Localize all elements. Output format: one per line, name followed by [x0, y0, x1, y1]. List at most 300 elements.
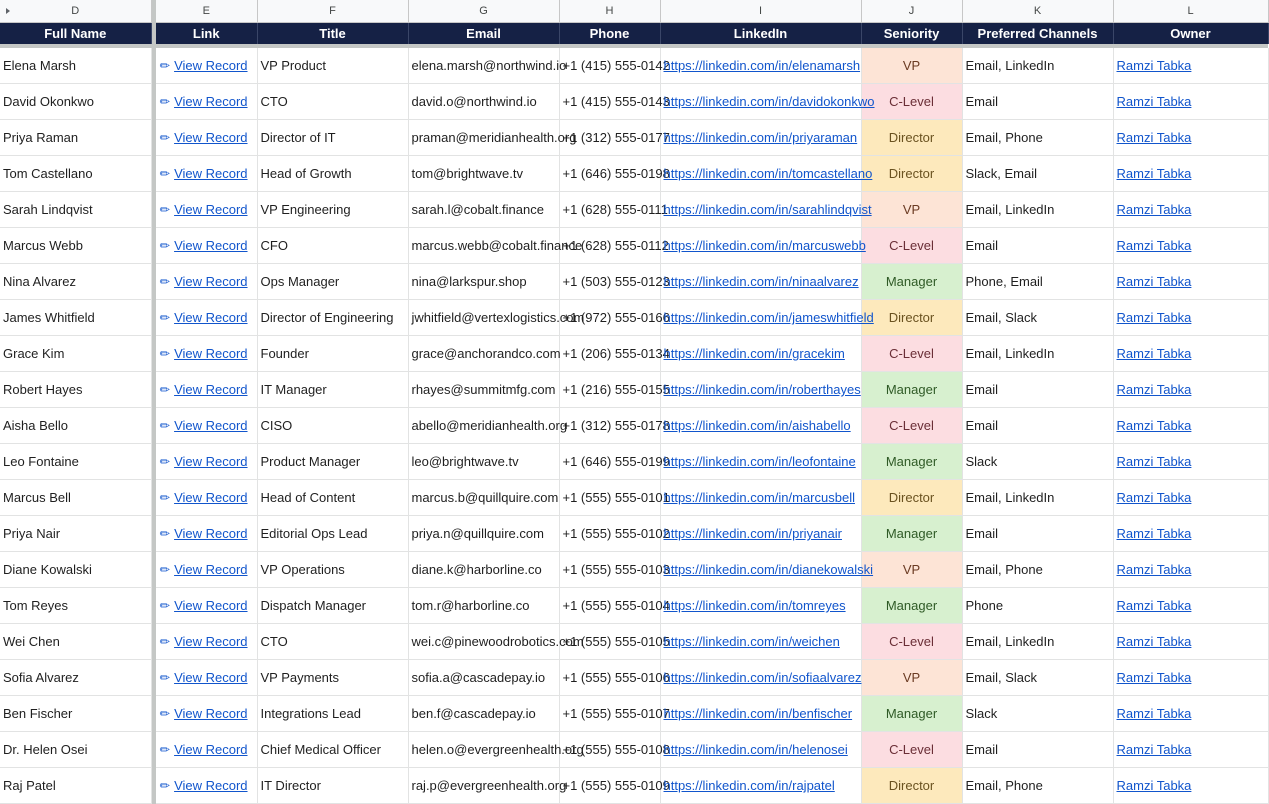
cell-link[interactable]	[156, 444, 257, 480]
table-row	[0, 228, 1268, 264]
cell-seniority[interactable]: Director	[861, 480, 962, 516]
column-header-j[interactable]: J	[861, 0, 962, 23]
view-record-link[interactable]: View Record	[174, 130, 248, 145]
link-icon: ✐	[155, 237, 173, 255]
header-email[interactable]: Email	[408, 23, 559, 45]
table-row	[0, 480, 1268, 516]
cell-owner[interactable]	[1113, 660, 1268, 696]
cell-seniority[interactable]: Director	[861, 300, 962, 336]
cell-owner[interactable]	[1113, 480, 1268, 516]
cell-phone[interactable]: +1 (646) 555-0198	[559, 156, 660, 192]
cell-phone[interactable]: +1 (555) 555-0109	[559, 768, 660, 804]
cell-email[interactable]: sarah.l@cobalt.finance	[408, 192, 559, 228]
cell-linkedin[interactable]	[660, 552, 874, 588]
cell-email[interactable]: helen.o@evergreenhealth.org	[408, 732, 559, 768]
cell-owner[interactable]	[1113, 192, 1268, 228]
cell-seniority[interactable]: VP	[861, 552, 962, 588]
link-icon: ✐	[155, 633, 173, 651]
cell-full-name[interactable]: Ben Fischer	[0, 696, 151, 732]
view-record-link[interactable]: View Record	[174, 706, 248, 721]
column-header-e[interactable]: E	[156, 0, 257, 23]
view-record-link[interactable]: View Record	[174, 778, 248, 793]
cell-link[interactable]	[156, 264, 257, 300]
cell-phone[interactable]: +1 (555) 555-0103	[559, 552, 660, 588]
cell-link[interactable]	[156, 516, 257, 552]
link-icon: ✐	[155, 489, 173, 507]
cell-link[interactable]	[156, 660, 257, 696]
cell-preferred-channels[interactable]: Email, LinkedIn	[962, 480, 1113, 516]
cell-seniority[interactable]: C-Level	[861, 732, 962, 768]
cell-link[interactable]	[156, 192, 257, 228]
column-header-f[interactable]: F	[257, 0, 408, 23]
cell-linkedin[interactable]	[660, 480, 861, 516]
cell-seniority[interactable]: C-Level	[861, 228, 962, 264]
cell-preferred-channels[interactable]: Phone	[962, 588, 1113, 624]
owner-link[interactable]: Ramzi Tabka	[1116, 418, 1192, 433]
cell-linkedin[interactable]	[660, 696, 861, 732]
view-record-link[interactable]: View Record	[174, 634, 248, 649]
linkedin-link[interactable]: https://linkedin.com/in/tomreyes	[663, 598, 846, 613]
cell-phone[interactable]: +1 (628) 555-0112	[559, 228, 660, 264]
cell-phone[interactable]: +1 (555) 555-0102	[559, 516, 660, 552]
header-preferred-channels[interactable]: Preferred Channels	[962, 23, 1113, 45]
cell-title[interactable]: Product Manager	[257, 444, 408, 480]
cell-preferred-channels[interactable]: Email, Phone	[962, 768, 1113, 804]
cell-phone[interactable]: +1 (216) 555-0155	[559, 372, 660, 408]
cell-linkedin[interactable]	[660, 372, 861, 408]
column-header-h[interactable]: H	[559, 0, 660, 23]
cell-email[interactable]: grace@anchorandco.com	[408, 336, 559, 372]
cell-full-name[interactable]: Aisha Bello	[0, 408, 151, 444]
cell-title[interactable]: Head of Growth	[257, 156, 408, 192]
cell-seniority[interactable]: Director	[861, 120, 962, 156]
cell-owner[interactable]	[1113, 444, 1268, 480]
cell-title[interactable]: Dispatch Manager	[257, 588, 408, 624]
cell-preferred-channels[interactable]: Slack	[962, 444, 1113, 480]
column-header-l[interactable]: L	[1113, 0, 1268, 23]
cell-owner[interactable]	[1113, 48, 1268, 84]
owner-link[interactable]: Ramzi Tabka	[1116, 742, 1192, 757]
cell-linkedin[interactable]	[660, 516, 861, 552]
cell-email[interactable]: tom.r@harborline.co	[408, 588, 559, 624]
cell-link[interactable]	[156, 48, 257, 84]
linkedin-link[interactable]: https://linkedin.com/in/sofiaalvarez	[663, 670, 862, 685]
cell-phone[interactable]: +1 (503) 555-0123	[559, 264, 660, 300]
cell-email[interactable]: priya.n@quillquire.com	[408, 516, 559, 552]
owner-link[interactable]: Ramzi Tabka	[1116, 166, 1192, 181]
cell-phone[interactable]: +1 (555) 555-0108	[559, 732, 660, 768]
cell-title[interactable]: Director of Engineering	[257, 300, 408, 336]
cell-link[interactable]	[156, 300, 257, 336]
cell-email[interactable]: wei.c@pinewoodrobotics.com	[408, 624, 559, 660]
cell-link[interactable]	[156, 696, 257, 732]
cell-linkedin[interactable]	[660, 768, 861, 804]
owner-link[interactable]: Ramzi Tabka	[1116, 346, 1192, 361]
view-record-link[interactable]: View Record	[174, 418, 248, 433]
header-owner[interactable]: Owner	[1113, 23, 1268, 45]
linkedin-link[interactable]: https://linkedin.com/in/elenamarsh	[663, 58, 861, 73]
cell-seniority[interactable]: Manager	[861, 264, 962, 300]
linkedin-link[interactable]: https://linkedin.com/in/sarahlindqvist	[663, 202, 872, 217]
linkedin-link[interactable]: https://linkedin.com/in/benfischer	[663, 706, 853, 721]
header-phone[interactable]: Phone	[559, 23, 660, 45]
cell-preferred-channels[interactable]: Email, LinkedIn	[962, 624, 1113, 660]
cell-preferred-channels[interactable]: Phone, Email	[962, 264, 1113, 300]
cell-linkedin[interactable]	[660, 156, 873, 192]
cell-email[interactable]: nina@larkspur.shop	[408, 264, 559, 300]
cell-owner[interactable]	[1113, 732, 1268, 768]
cell-owner[interactable]	[1113, 588, 1268, 624]
cell-title[interactable]: Head of Content	[257, 480, 408, 516]
cell-owner[interactable]	[1113, 156, 1268, 192]
cell-seniority[interactable]: VP	[861, 192, 962, 228]
cell-link[interactable]	[156, 588, 257, 624]
cell-owner[interactable]	[1113, 336, 1268, 372]
view-record-link[interactable]: View Record	[174, 454, 248, 469]
view-record-link[interactable]: View Record	[174, 238, 248, 253]
cell-email[interactable]: tom@brightwave.tv	[408, 156, 559, 192]
cell-seniority[interactable]: Manager	[861, 516, 962, 552]
cell-full-name[interactable]: Priya Raman	[0, 120, 151, 156]
cell-email[interactable]: david.o@northwind.io	[408, 84, 559, 120]
cell-linkedin[interactable]	[660, 732, 861, 768]
view-record-link[interactable]: View Record	[174, 274, 248, 289]
cell-full-name[interactable]: Leo Fontaine	[0, 444, 151, 480]
cell-email[interactable]: diane.k@harborline.co	[408, 552, 559, 588]
linkedin-link[interactable]: https://linkedin.com/in/aishabello	[663, 418, 851, 433]
linkedin-link[interactable]: https://linkedin.com/in/weichen	[663, 634, 840, 649]
column-header-d[interactable]: D	[0, 0, 151, 23]
cell-linkedin[interactable]	[660, 336, 861, 372]
cell-preferred-channels[interactable]: Email, Slack	[962, 660, 1113, 696]
table-row	[0, 156, 1268, 192]
cell-preferred-channels[interactable]: Email, Phone	[962, 120, 1113, 156]
cell-email[interactable]: marcus.b@quillquire.com	[408, 480, 559, 516]
view-record-link[interactable]: View Record	[174, 202, 248, 217]
header-seniority[interactable]: Seniority	[861, 23, 962, 45]
cell-title[interactable]: CISO	[257, 408, 408, 444]
cell-link[interactable]	[156, 408, 257, 444]
link-icon: ✐	[155, 453, 173, 471]
cell-preferred-channels[interactable]: Email	[962, 408, 1113, 444]
cell-linkedin[interactable]	[660, 48, 861, 84]
cell-seniority[interactable]: VP	[861, 660, 962, 696]
linkedin-link[interactable]: https://linkedin.com/in/helenosei	[663, 742, 848, 757]
cell-owner[interactable]	[1113, 624, 1268, 660]
cell-link[interactable]	[156, 156, 257, 192]
cell-owner[interactable]	[1113, 552, 1268, 588]
owner-link[interactable]: Ramzi Tabka	[1116, 202, 1192, 217]
owner-link[interactable]: Ramzi Tabka	[1116, 778, 1192, 793]
cell-phone[interactable]: +1 (555) 555-0101	[559, 480, 660, 516]
cell-title[interactable]: Founder	[257, 336, 408, 372]
link-icon: ✐	[155, 705, 173, 723]
cell-phone[interactable]: +1 (555) 555-0104	[559, 588, 660, 624]
cell-title[interactable]: Ops Manager	[257, 264, 408, 300]
cell-title[interactable]: CFO	[257, 228, 408, 264]
cell-full-name[interactable]: Tom Castellano	[0, 156, 151, 192]
cell-phone[interactable]: +1 (646) 555-0199	[559, 444, 660, 480]
cell-owner[interactable]	[1113, 300, 1268, 336]
linkedin-link[interactable]: https://linkedin.com/in/roberthayes	[663, 382, 861, 397]
view-record-link[interactable]: View Record	[174, 382, 248, 397]
cell-full-name[interactable]: Grace Kim	[0, 336, 151, 372]
column-header-i[interactable]: I	[660, 0, 861, 23]
view-record-link[interactable]: View Record	[174, 490, 248, 505]
cell-preferred-channels[interactable]: Slack	[962, 696, 1113, 732]
cell-full-name[interactable]: Sarah Lindqvist	[0, 192, 151, 228]
owner-link[interactable]: Ramzi Tabka	[1116, 706, 1192, 721]
view-record-link[interactable]: View Record	[174, 166, 248, 181]
cell-email[interactable]: raj.p@evergreenhealth.org	[408, 768, 559, 804]
cell-full-name[interactable]: Marcus Bell	[0, 480, 151, 516]
cell-phone[interactable]: +1 (312) 555-0178	[559, 408, 660, 444]
table-row	[0, 300, 1268, 336]
header-row	[0, 23, 1268, 45]
cell-owner[interactable]	[1113, 84, 1268, 120]
cell-full-name[interactable]: Wei Chen	[0, 624, 151, 660]
cell-link[interactable]	[156, 624, 257, 660]
cell-email[interactable]: elena.marsh@northwind.io	[408, 48, 559, 84]
cell-owner[interactable]	[1113, 120, 1268, 156]
cell-linkedin[interactable]	[660, 444, 861, 480]
linkedin-link[interactable]: https://linkedin.com/in/leofontaine	[663, 454, 856, 469]
link-icon: ✐	[155, 561, 173, 579]
expand-triangle-icon[interactable]	[6, 8, 10, 14]
owner-link[interactable]: Ramzi Tabka	[1116, 562, 1192, 577]
cell-phone[interactable]: +1 (628) 555-0111	[559, 192, 660, 228]
link-icon: ✐	[155, 57, 173, 75]
link-icon: ✐	[155, 345, 173, 363]
cell-email[interactable]: abello@meridianhealth.org	[408, 408, 559, 444]
cell-seniority[interactable]: C-Level	[861, 336, 962, 372]
link-icon: ✐	[155, 525, 173, 543]
owner-link[interactable]: Ramzi Tabka	[1116, 274, 1192, 289]
cell-link[interactable]	[156, 552, 257, 588]
column-header-k[interactable]: K	[962, 0, 1113, 23]
cell-full-name[interactable]: Robert Hayes	[0, 372, 151, 408]
cell-preferred-channels[interactable]: Email	[962, 84, 1113, 120]
column-header-g[interactable]: G	[408, 0, 559, 23]
cell-email[interactable]: rhayes@summitmfg.com	[408, 372, 559, 408]
cell-seniority[interactable]: Manager	[861, 696, 962, 732]
owner-link[interactable]: Ramzi Tabka	[1116, 130, 1192, 145]
view-record-link[interactable]: View Record	[174, 670, 248, 685]
cell-seniority[interactable]: C-Level	[861, 408, 962, 444]
owner-link[interactable]: Ramzi Tabka	[1116, 94, 1192, 109]
linkedin-link[interactable]: https://linkedin.com/in/rajpatel	[663, 778, 835, 793]
cell-full-name[interactable]: Priya Nair	[0, 516, 151, 552]
cell-link[interactable]	[156, 120, 257, 156]
cell-owner[interactable]	[1113, 372, 1268, 408]
cell-preferred-channels[interactable]: Email	[962, 732, 1113, 768]
cell-seniority[interactable]: Director	[861, 768, 962, 804]
cell-linkedin[interactable]	[660, 660, 861, 696]
table-row	[0, 408, 1268, 444]
cell-title[interactable]: CTO	[257, 84, 408, 120]
view-record-link[interactable]: View Record	[174, 346, 248, 361]
cell-preferred-channels[interactable]: Email, Slack	[962, 300, 1113, 336]
link-icon: ✐	[155, 273, 173, 291]
cell-full-name[interactable]: Elena Marsh	[0, 48, 151, 84]
cell-full-name[interactable]: Marcus Webb	[0, 228, 151, 264]
cell-preferred-channels[interactable]: Email, LinkedIn	[962, 192, 1113, 228]
cell-phone[interactable]: +1 (415) 555-0142	[559, 48, 660, 84]
link-icon: ✐	[155, 165, 173, 183]
link-icon: ✐	[155, 777, 173, 795]
cell-linkedin[interactable]	[660, 408, 861, 444]
cell-email[interactable]: leo@brightwave.tv	[408, 444, 559, 480]
owner-link[interactable]: Ramzi Tabka	[1116, 490, 1192, 505]
cell-phone[interactable]: +1 (555) 555-0105	[559, 624, 660, 660]
cell-linkedin[interactable]	[660, 192, 872, 228]
cell-linkedin[interactable]	[660, 588, 861, 624]
linkedin-link[interactable]: https://linkedin.com/in/jameswhitfield	[663, 310, 874, 325]
cell-email[interactable]: praman@meridianhealth.org	[408, 120, 559, 156]
table-row	[0, 624, 1268, 660]
cell-full-name[interactable]: Nina Alvarez	[0, 264, 151, 300]
cell-title[interactable]: VP Payments	[257, 660, 408, 696]
cell-full-name[interactable]: Dr. Helen Osei	[0, 732, 151, 768]
owner-link[interactable]: Ramzi Tabka	[1116, 238, 1192, 253]
cell-preferred-channels[interactable]: Email	[962, 372, 1113, 408]
view-record-link[interactable]: View Record	[174, 58, 248, 73]
cell-title[interactable]: VP Product	[257, 48, 408, 84]
cell-owner[interactable]	[1113, 228, 1268, 264]
linkedin-link[interactable]: https://linkedin.com/in/ninaalvarez	[663, 274, 859, 289]
cell-email[interactable]: sofia.a@cascadepay.io	[408, 660, 559, 696]
owner-link[interactable]: Ramzi Tabka	[1116, 310, 1192, 325]
linkedin-link[interactable]: https://linkedin.com/in/gracekim	[663, 346, 845, 361]
view-record-link[interactable]: View Record	[174, 94, 248, 109]
cell-phone[interactable]: +1 (312) 555-0177	[559, 120, 660, 156]
cell-preferred-channels[interactable]: Email, LinkedIn	[962, 48, 1113, 84]
linkedin-link[interactable]: https://linkedin.com/in/davidokonkwo	[663, 94, 875, 109]
table-row	[0, 768, 1268, 804]
cell-preferred-channels[interactable]: Email	[962, 228, 1113, 264]
cell-full-name[interactable]: James Whitfield	[0, 300, 151, 336]
owner-link[interactable]: Ramzi Tabka	[1116, 454, 1192, 469]
cell-linkedin[interactable]	[660, 300, 874, 336]
cell-seniority[interactable]: C-Level	[861, 624, 962, 660]
view-record-link[interactable]: View Record	[174, 742, 248, 757]
cell-owner[interactable]	[1113, 264, 1268, 300]
linkedin-link[interactable]: https://linkedin.com/in/marcusbell	[663, 490, 855, 505]
table-row	[0, 588, 1268, 624]
header-linkedin[interactable]: LinkedIn	[660, 23, 861, 45]
owner-link[interactable]: Ramzi Tabka	[1116, 526, 1192, 541]
table-row	[0, 192, 1268, 228]
cell-seniority[interactable]: Manager	[861, 588, 962, 624]
cell-preferred-channels[interactable]: Slack, Email	[962, 156, 1113, 192]
cell-seniority[interactable]: VP	[861, 48, 962, 84]
owner-link[interactable]: Ramzi Tabka	[1116, 670, 1192, 685]
cell-link[interactable]	[156, 336, 257, 372]
cell-seniority[interactable]: Manager	[861, 444, 962, 480]
cell-title[interactable]: VP Engineering	[257, 192, 408, 228]
cell-title[interactable]: Chief Medical Officer	[257, 732, 408, 768]
cell-linkedin[interactable]	[660, 624, 861, 660]
view-record-link[interactable]: View Record	[174, 562, 248, 577]
cell-link[interactable]	[156, 228, 257, 264]
link-icon: ✐	[155, 129, 173, 147]
cell-title[interactable]: VP Operations	[257, 552, 408, 588]
cell-phone[interactable]: +1 (206) 555-0134	[559, 336, 660, 372]
header-title[interactable]: Title	[257, 23, 408, 45]
owner-link[interactable]: Ramzi Tabka	[1116, 634, 1192, 649]
table-row	[0, 264, 1268, 300]
cell-title[interactable]: IT Manager	[257, 372, 408, 408]
cell-phone[interactable]: +1 (555) 555-0106	[559, 660, 660, 696]
cell-phone[interactable]: +1 (415) 555-0143	[559, 84, 660, 120]
view-record-link[interactable]: View Record	[174, 526, 248, 541]
cell-owner[interactable]	[1113, 696, 1268, 732]
cell-preferred-channels[interactable]: Email, LinkedIn	[962, 336, 1113, 372]
cell-seniority[interactable]: Manager	[861, 372, 962, 408]
owner-link[interactable]: Ramzi Tabka	[1116, 382, 1192, 397]
cell-email[interactable]: marcus.webb@cobalt.finance	[408, 228, 559, 264]
linkedin-link[interactable]: https://linkedin.com/in/priyanair	[663, 526, 842, 541]
linkedin-link[interactable]: https://linkedin.com/in/marcuswebb	[663, 238, 866, 253]
link-icon: ✐	[155, 381, 173, 399]
cell-seniority[interactable]: C-Level	[861, 84, 962, 120]
cell-phone[interactable]: +1 (972) 555-0166	[559, 300, 660, 336]
cell-linkedin[interactable]	[660, 228, 866, 264]
cell-full-name[interactable]: Raj Patel	[0, 768, 151, 804]
cell-owner[interactable]	[1113, 516, 1268, 552]
owner-link[interactable]: Ramzi Tabka	[1116, 598, 1192, 613]
cell-linkedin[interactable]	[660, 264, 861, 300]
cell-title[interactable]: Director of IT	[257, 120, 408, 156]
linkedin-link[interactable]: https://linkedin.com/in/tomcastellano	[663, 166, 873, 181]
cell-preferred-channels[interactable]: Email	[962, 516, 1113, 552]
cell-linkedin[interactable]	[660, 120, 861, 156]
cell-linkedin[interactable]	[660, 84, 875, 120]
cell-phone[interactable]: +1 (555) 555-0107	[559, 696, 660, 732]
view-record-link[interactable]: View Record	[174, 310, 248, 325]
cell-link[interactable]	[156, 732, 257, 768]
linkedin-link[interactable]: https://linkedin.com/in/dianekowalski	[663, 562, 874, 577]
cell-full-name[interactable]: Diane Kowalski	[0, 552, 151, 588]
cell-owner[interactable]	[1113, 408, 1268, 444]
cell-title[interactable]: CTO	[257, 624, 408, 660]
link-icon: ✐	[155, 669, 173, 687]
table-row	[0, 696, 1268, 732]
cell-preferred-channels[interactable]: Email, Phone	[962, 552, 1113, 588]
owner-link[interactable]: Ramzi Tabka	[1116, 58, 1192, 73]
cell-title[interactable]: IT Director	[257, 768, 408, 804]
cell-full-name[interactable]: David Okonkwo	[0, 84, 151, 120]
header-link[interactable]: Link	[156, 23, 257, 45]
link-icon: ✐	[155, 597, 173, 615]
link-icon: ✐	[155, 309, 173, 327]
cell-full-name[interactable]: Tom Reyes	[0, 588, 151, 624]
cell-link[interactable]	[156, 768, 257, 804]
linkedin-link[interactable]: https://linkedin.com/in/priyaraman	[663, 130, 858, 145]
cell-title[interactable]: Editorial Ops Lead	[257, 516, 408, 552]
cell-owner[interactable]	[1113, 768, 1268, 804]
cell-link[interactable]	[156, 480, 257, 516]
view-record-link[interactable]: View Record	[174, 598, 248, 613]
cell-email[interactable]: jwhitfield@vertexlogistics.com	[408, 300, 559, 336]
header-full-name[interactable]: Full Name	[0, 23, 151, 45]
cell-link[interactable]	[156, 84, 257, 120]
cell-full-name[interactable]: Sofia Alvarez	[0, 660, 151, 696]
cell-title[interactable]: Integrations Lead	[257, 696, 408, 732]
cell-seniority[interactable]: Director	[861, 156, 962, 192]
cell-email[interactable]: ben.f@cascadepay.io	[408, 696, 559, 732]
cell-link[interactable]	[156, 372, 257, 408]
